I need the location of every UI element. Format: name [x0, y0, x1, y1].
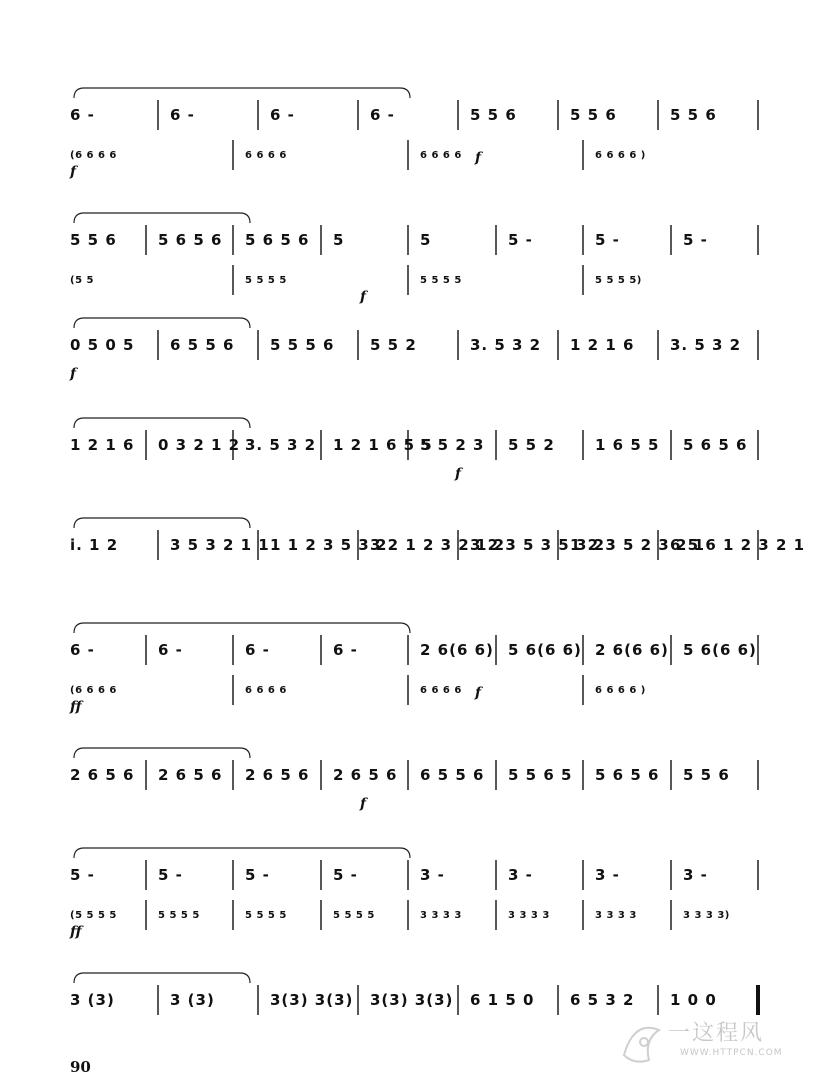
measure: 5 5 2 3: [420, 436, 485, 454]
measure: 5 -: [333, 866, 358, 884]
measure: 5 5 6 5: [508, 766, 573, 784]
measure: 3 (3): [70, 991, 115, 1009]
measure: 5 6(6 6): [508, 641, 582, 659]
measure: 6 5 5 6: [170, 336, 235, 354]
score-system: [60, 100, 760, 180]
accompaniment-measure: 3 3 3 3): [683, 909, 730, 921]
accompaniment-measure: 6 6 6 6 ): [595, 149, 646, 161]
accompaniment-line: [60, 265, 760, 295]
accompaniment-measure: 6 6 6 6 ): [595, 684, 646, 696]
measure: 3. 5 3 2: [470, 336, 542, 354]
dynamic-mark: f: [70, 366, 77, 382]
measure: 3 2 3 5 3 5 3 2: [470, 536, 606, 554]
dynamic-mark: f: [475, 685, 482, 701]
accompaniment-measure: 5 5 5 5: [158, 909, 200, 921]
measure: 2 6(6 6): [595, 641, 669, 659]
measure: 2 6 5 6: [333, 766, 398, 784]
dynamic-mark: f: [360, 796, 367, 812]
measure: 5 -: [245, 866, 270, 884]
measure: 6 -: [170, 106, 195, 124]
measure: 5 -: [158, 866, 183, 884]
measure: 5 5 2: [508, 436, 555, 454]
measure: 5 6 5 6: [683, 436, 748, 454]
measure: 1 6 5 5: [595, 436, 660, 454]
dynamic-mark: f: [475, 150, 482, 166]
measure: 6 -: [370, 106, 395, 124]
measure: 3 -: [420, 866, 445, 884]
measure: 5: [333, 231, 345, 249]
measure: 3 -: [508, 866, 533, 884]
melody-line: [60, 100, 760, 130]
score-system: [60, 330, 760, 382]
dynamic-mark: ff: [70, 924, 82, 940]
measure: 1 0 0: [670, 991, 717, 1009]
measure: 5 -: [70, 866, 95, 884]
accompaniment-measure: 3 3 3 3: [595, 909, 637, 921]
measure: 6 5 6 1 2 3 2 1: [670, 536, 806, 554]
melody-line: [60, 330, 760, 360]
accompaniment-measure: 6 6 6 6: [245, 684, 287, 696]
measure: 6 -: [333, 641, 358, 659]
measure: 5 5 6: [70, 231, 117, 249]
accompaniment-measure: (5 5: [70, 274, 94, 286]
accompaniment-measure: 5 5 5 5: [245, 909, 287, 921]
score-system: [60, 530, 806, 570]
measure: 3(3) 3(3): [270, 991, 354, 1009]
accompaniment-measure: 6 6 6 6: [420, 684, 462, 696]
measure: 5 6(6 6): [683, 641, 757, 659]
page-number: 90: [70, 1058, 91, 1076]
measure: 5 5 6: [470, 106, 517, 124]
accompaniment-measure: 5 5 5 5: [333, 909, 375, 921]
accompaniment-line: [60, 900, 760, 930]
measure: 6 -: [70, 641, 95, 659]
measure: 1 1 2 3 5 3 2: [270, 536, 388, 554]
dynamic-mark: f: [360, 289, 367, 305]
melody-line: [60, 225, 760, 255]
measure: 5 6 5 6: [158, 231, 223, 249]
measure: 5 5 6: [683, 766, 730, 784]
measure: 3 -: [595, 866, 620, 884]
measure: 0 3 2 1 2: [158, 436, 241, 454]
score-system: [60, 635, 760, 715]
accompaniment-line: [60, 140, 760, 170]
measure: 2 6 5 6: [245, 766, 310, 784]
melody-line: [60, 530, 806, 560]
measure: 6 -: [158, 641, 183, 659]
measure: 5 5 6: [670, 106, 717, 124]
measure: 2 6(6 6): [420, 641, 494, 659]
accompaniment-line: [60, 675, 760, 705]
accompaniment-measure: 5 5 5 5): [595, 274, 642, 286]
measure: 3(3) 3(3): [370, 991, 454, 1009]
measure: 1 2 3 5 2 3 2 1: [570, 536, 706, 554]
measure: 5: [420, 231, 432, 249]
measure: 3 (3): [170, 991, 215, 1009]
accompaniment-measure: 3 3 3 3: [420, 909, 462, 921]
measure: 5 6 5 6: [595, 766, 660, 784]
measure: 1 2 1 6: [570, 336, 635, 354]
accompaniment-measure: 6 6 6 6: [245, 149, 287, 161]
dynamic-mark: f: [70, 164, 77, 180]
melody-line: [60, 860, 760, 890]
dynamic-mark: ff: [70, 699, 82, 715]
measure: 6 -: [245, 641, 270, 659]
measure: i. 1 2: [70, 536, 119, 554]
measure: 1 2 1 6 5 5: [333, 436, 433, 454]
measure: 1 2 1 6: [70, 436, 135, 454]
score-system: [60, 860, 760, 940]
accompaniment-measure: 6 6 6 6: [420, 149, 462, 161]
measure: 6 -: [270, 106, 295, 124]
score-system: [60, 760, 760, 812]
watermark-url: WWW.HTTPCN.COM: [680, 1048, 783, 1058]
measure: 6 5 3 2: [570, 991, 635, 1009]
measure: 5 -: [683, 231, 708, 249]
accompaniment-measure: (5 5 5 5: [70, 909, 117, 921]
measure: 5 5 6: [570, 106, 617, 124]
measure: 3 5 3 2 1 1: [170, 536, 270, 554]
accompaniment-measure: 3 3 3 3: [508, 909, 550, 921]
score-system: [60, 430, 760, 482]
measure: 3. 5 3 2: [670, 336, 742, 354]
measure: 5 -: [508, 231, 533, 249]
measure: 2 6 5 6: [158, 766, 223, 784]
accompaniment-measure: (6 6 6 6: [70, 684, 117, 696]
watermark-text: 一这程风: [668, 1021, 765, 1046]
dynamic-mark: f: [455, 466, 462, 482]
measure: 0 5 0 5: [70, 336, 135, 354]
melody-line: [60, 635, 760, 665]
measure: 5 5 2: [370, 336, 417, 354]
accompaniment-measure: 5 5 5 5: [245, 274, 287, 286]
measure: 5 6 5 6: [245, 231, 310, 249]
measure: 3 2 1 2 3 2 1 2: [370, 536, 506, 554]
measure: 6 -: [70, 106, 95, 124]
measure: 3 -: [683, 866, 708, 884]
measure: 6 1 5 0: [470, 991, 535, 1009]
melody-line: [60, 760, 760, 790]
measure: 3. 5 3 2: [245, 436, 317, 454]
measure: 5 5 5 6: [270, 336, 335, 354]
measure: 5 -: [595, 231, 620, 249]
score-system: [60, 225, 760, 305]
accompaniment-measure: (6 6 6 6: [70, 149, 117, 161]
measure: 6 5 5 6: [420, 766, 485, 784]
measure: 2 6 5 6: [70, 766, 135, 784]
melody-line: [60, 430, 760, 460]
accompaniment-measure: 5 5 5 5: [420, 274, 462, 286]
